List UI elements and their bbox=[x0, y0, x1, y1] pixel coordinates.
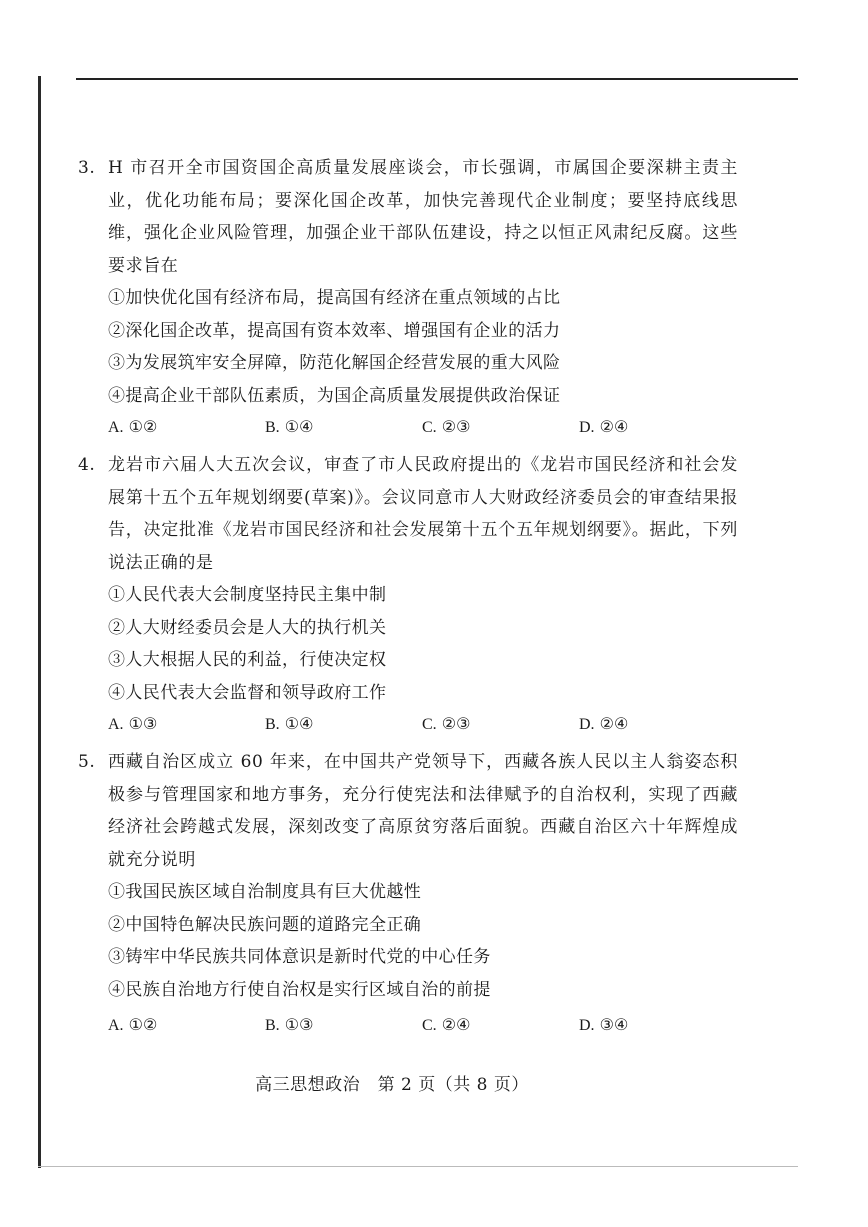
page-footer: 高三思想政治 第 2 页（共 8 页） bbox=[255, 1075, 529, 1095]
option-b[interactable] bbox=[265, 1010, 422, 1041]
option-value: ②④ bbox=[441, 1015, 471, 1034]
option-value: ①② bbox=[128, 1015, 158, 1034]
header-rule bbox=[76, 78, 798, 80]
question-number: 5. bbox=[78, 752, 96, 772]
option-letter: A. bbox=[108, 419, 124, 436]
option-d[interactable] bbox=[579, 1010, 736, 1041]
question-text: 西藏自治区成立 60 年来，在中国共产党领导下，西藏各族人民以主人翁姿态积极参与管理国家和地方事务，充分行使宪法和法律赋予的自治权利，实现了西藏经济社会跨越式发展，深刻改变了高原贫穷落后面貌。西藏自治区六十年辉煌成就充分说明 bbox=[108, 752, 738, 870]
option-value: ①④ bbox=[284, 417, 314, 436]
option-letter: D. bbox=[579, 419, 595, 436]
statement-2: ②深化国企改革，提高国有资本效率、增强国有企业的活力 bbox=[108, 320, 561, 341]
option-value: ②③ bbox=[441, 714, 471, 733]
answer-options bbox=[78, 709, 738, 740]
question-stem bbox=[78, 449, 738, 579]
statement-3: ③人大根据人民的利益，行使决定权 bbox=[108, 650, 387, 670]
option-letter: C. bbox=[422, 716, 437, 733]
statement-1: ①加快优化国有经济布局，提高国有经济在重点领域的占比 bbox=[108, 288, 561, 308]
answer-options bbox=[78, 412, 738, 443]
option-letter: C. bbox=[422, 419, 437, 436]
option-value: ②④ bbox=[599, 714, 629, 733]
statement-1: ①我国民族区域自治制度具有巨大优越性 bbox=[108, 882, 422, 902]
question-list bbox=[78, 152, 738, 1041]
option-b[interactable] bbox=[265, 412, 422, 443]
option-c[interactable] bbox=[422, 412, 579, 443]
option-letter: D. bbox=[579, 716, 595, 733]
statement-1: ①人民代表大会制度坚持民主集中制 bbox=[108, 585, 387, 605]
statement-4: ④民族自治地方行使自治权是实行区域自治的前提 bbox=[108, 979, 491, 1000]
statement-list bbox=[78, 579, 738, 709]
option-letter: B. bbox=[265, 1017, 280, 1034]
option-letter: D. bbox=[579, 1017, 595, 1034]
option-letter: B. bbox=[265, 716, 280, 733]
scan-edge-left bbox=[38, 76, 41, 1168]
question-text: H 市召开全市国资国企高质量发展座谈会，市长强调，市属国企要深耕主责主业，优化功能布局；要深化国企改革，加快完善现代企业制度；要坚持底线思维，强化企业风险管理，加强企业干部队伍建设，持之以恒正风肃纪反腐。这些要求旨在 bbox=[108, 158, 738, 276]
statement-list bbox=[78, 282, 738, 412]
option-value: ①④ bbox=[284, 714, 314, 733]
option-letter: C. bbox=[422, 1017, 437, 1034]
option-letter: B. bbox=[265, 419, 280, 436]
option-value: ①③ bbox=[284, 1015, 314, 1034]
answer-options bbox=[78, 1010, 738, 1041]
option-a[interactable] bbox=[108, 1010, 265, 1041]
scan-edge-bottom bbox=[38, 1166, 798, 1167]
option-a[interactable] bbox=[108, 412, 265, 443]
statement-2: ②人大财经委员会是人大的执行机关 bbox=[108, 617, 387, 638]
option-value: ③④ bbox=[599, 1015, 629, 1034]
option-c[interactable] bbox=[422, 709, 579, 740]
option-letter: A. bbox=[108, 1017, 124, 1034]
option-d[interactable] bbox=[579, 412, 736, 443]
statement-3: ③为发展筑牢安全屏障，防范化解国企经营发展的重大风险 bbox=[108, 353, 561, 373]
question-text: 龙岩市六届人大五次会议，审查了市人民政府提出的《龙岩市国民经济和社会发展第十五个五年规划纲要(草案)》。会议同意市人大财政经济委员会的审查结果报告，决定批准《龙岩市国民经济和社会发展第十五个五年规划纲要》。据此，下列说法正确的是 bbox=[108, 455, 738, 573]
question-3 bbox=[78, 152, 738, 443]
option-b[interactable] bbox=[265, 709, 422, 740]
question-4 bbox=[78, 449, 738, 740]
question-number: 4. bbox=[78, 455, 96, 475]
option-value: ②④ bbox=[599, 417, 629, 436]
option-letter: A. bbox=[108, 716, 124, 733]
statement-list bbox=[78, 876, 738, 1006]
option-value: ①③ bbox=[128, 714, 158, 733]
option-a[interactable] bbox=[108, 709, 265, 740]
option-value: ②③ bbox=[441, 417, 471, 436]
statement-4: ④人民代表大会监督和领导政府工作 bbox=[108, 682, 387, 703]
option-d[interactable] bbox=[579, 709, 736, 740]
option-c[interactable] bbox=[422, 1010, 579, 1041]
option-value: ①② bbox=[128, 417, 158, 436]
question-number: 3. bbox=[78, 158, 96, 178]
question-stem bbox=[78, 746, 738, 876]
statement-2: ②中国特色解决民族问题的道路完全正确 bbox=[108, 914, 422, 935]
statement-4: ④提高企业干部队伍素质，为国企高质量发展提供政治保证 bbox=[108, 385, 561, 406]
question-stem bbox=[78, 152, 738, 282]
question-5 bbox=[78, 746, 738, 1041]
statement-3: ③铸牢中华民族共同体意识是新时代党的中心任务 bbox=[108, 947, 491, 967]
